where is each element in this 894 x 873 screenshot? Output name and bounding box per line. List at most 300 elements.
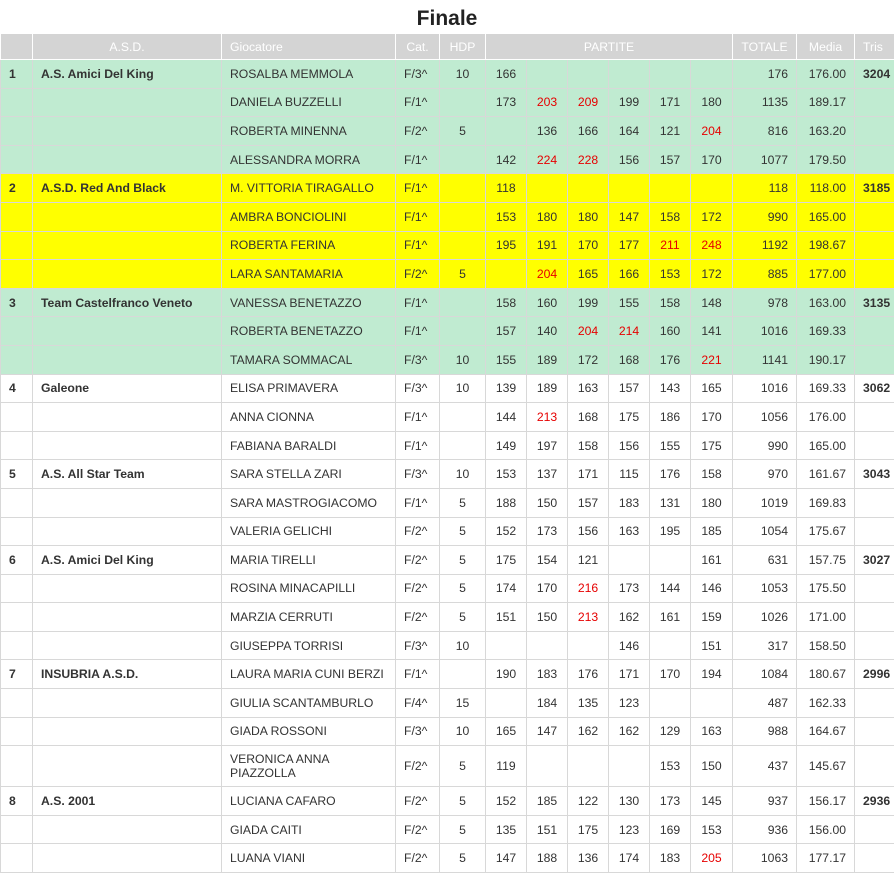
game-score: 175 [486, 546, 527, 575]
player-category: F/2^ [396, 117, 440, 146]
game-score: 153 [486, 460, 527, 489]
game-score [527, 746, 568, 787]
team-name [33, 717, 222, 746]
game-score: 149 [486, 431, 527, 460]
game-score [609, 174, 650, 203]
standings-body [1, 60, 894, 873]
team-name: Team Castelfranco Veneto [33, 288, 222, 317]
game-score: 189 [527, 374, 568, 403]
team-tris [855, 488, 894, 517]
team-position: 2 [1, 174, 33, 203]
player-hdp: 5 [440, 574, 486, 603]
game-score: 154 [527, 546, 568, 575]
game-score: 174 [486, 574, 527, 603]
player-category: F/1^ [396, 317, 440, 346]
team-tris: 3062 [855, 374, 894, 403]
game-score: 131 [650, 488, 691, 517]
table-row [1, 631, 894, 660]
team-position [1, 815, 33, 844]
player-total: 1026 [733, 603, 797, 632]
team-tris: 3027 [855, 546, 894, 575]
game-score: 160 [527, 288, 568, 317]
game-score: 185 [691, 517, 733, 546]
player-name: LARA SANTAMARIA [222, 260, 396, 289]
player-total: 970 [733, 460, 797, 489]
team-tris: 3185 [855, 174, 894, 203]
game-score: 171 [568, 460, 609, 489]
team-name [33, 231, 222, 260]
player-name: TAMARA SOMMACAL [222, 345, 396, 374]
player-average: 176.00 [797, 60, 855, 89]
game-score: 166 [486, 60, 527, 89]
game-score: 165 [486, 717, 527, 746]
header-cat: Cat. [396, 34, 440, 60]
player-name: ROBERTA FERINA [222, 231, 396, 260]
game-score: 213 [527, 403, 568, 432]
team-position [1, 689, 33, 718]
player-category: F/1^ [396, 431, 440, 460]
player-hdp: 10 [440, 631, 486, 660]
game-score [486, 689, 527, 718]
game-score: 153 [650, 746, 691, 787]
game-score: 169 [650, 815, 691, 844]
game-score: 194 [691, 660, 733, 689]
player-average: 162.33 [797, 689, 855, 718]
player-average: 169.33 [797, 374, 855, 403]
game-score: 144 [486, 403, 527, 432]
player-total: 1192 [733, 231, 797, 260]
player-average: 179.50 [797, 145, 855, 174]
game-score: 176 [650, 460, 691, 489]
game-score: 224 [527, 145, 568, 174]
player-total: 1141 [733, 345, 797, 374]
team-position [1, 260, 33, 289]
game-score: 157 [486, 317, 527, 346]
game-score: 197 [527, 431, 568, 460]
player-category: F/1^ [396, 231, 440, 260]
game-score: 175 [609, 403, 650, 432]
player-total: 988 [733, 717, 797, 746]
game-score: 170 [527, 574, 568, 603]
table-row [1, 517, 894, 546]
game-score: 155 [486, 345, 527, 374]
table-row [1, 488, 894, 517]
player-category: F/3^ [396, 374, 440, 403]
player-hdp: 5 [440, 117, 486, 146]
team-tris: 3135 [855, 288, 894, 317]
team-position: 5 [1, 460, 33, 489]
player-average: 180.67 [797, 660, 855, 689]
team-tris [855, 231, 894, 260]
table-row [1, 787, 894, 816]
game-score: 176 [650, 345, 691, 374]
game-score: 189 [527, 345, 568, 374]
game-score: 170 [691, 145, 733, 174]
team-tris [855, 631, 894, 660]
game-score: 183 [609, 488, 650, 517]
game-score: 180 [691, 88, 733, 117]
game-score [691, 174, 733, 203]
player-total: 816 [733, 117, 797, 146]
player-name: ROSINA MINACAPILLI [222, 574, 396, 603]
player-hdp: 5 [440, 488, 486, 517]
team-position: 4 [1, 374, 33, 403]
game-score [568, 746, 609, 787]
team-position [1, 317, 33, 346]
player-average: 163.00 [797, 288, 855, 317]
game-score: 158 [568, 431, 609, 460]
team-position [1, 488, 33, 517]
game-score: 161 [691, 546, 733, 575]
player-name: GIULIA SCANTAMBURLO [222, 689, 396, 718]
player-name: ROBERTA BENETAZZO [222, 317, 396, 346]
game-score: 118 [486, 174, 527, 203]
game-score [650, 631, 691, 660]
team-name [33, 517, 222, 546]
game-score: 152 [486, 787, 527, 816]
player-total: 990 [733, 202, 797, 231]
player-name: VANESSA BENETAZZO [222, 288, 396, 317]
game-score: 153 [486, 202, 527, 231]
header-tris: Tris [855, 34, 894, 60]
game-score: 119 [486, 746, 527, 787]
game-score: 162 [609, 603, 650, 632]
game-score: 147 [609, 202, 650, 231]
team-name: INSUBRIA A.S.D. [33, 660, 222, 689]
game-score: 170 [568, 231, 609, 260]
game-score: 205 [691, 844, 733, 873]
team-name [33, 202, 222, 231]
player-total: 487 [733, 689, 797, 718]
game-score: 142 [486, 145, 527, 174]
table-row [1, 660, 894, 689]
game-score: 183 [650, 844, 691, 873]
game-score: 155 [609, 288, 650, 317]
game-score: 130 [609, 787, 650, 816]
player-category: F/1^ [396, 660, 440, 689]
game-score: 173 [527, 517, 568, 546]
game-score: 140 [527, 317, 568, 346]
player-average: 145.67 [797, 746, 855, 787]
player-total: 1063 [733, 844, 797, 873]
player-name: MARIA TIRELLI [222, 546, 396, 575]
game-score [691, 60, 733, 89]
team-position [1, 345, 33, 374]
game-score: 203 [527, 88, 568, 117]
team-position [1, 574, 33, 603]
player-hdp [440, 403, 486, 432]
game-score: 164 [609, 117, 650, 146]
player-name: LUCIANA CAFARO [222, 787, 396, 816]
player-average: 163.20 [797, 117, 855, 146]
player-name: M. VITTORIA TIRAGALLO [222, 174, 396, 203]
team-tris [855, 260, 894, 289]
game-score: 157 [650, 145, 691, 174]
game-score: 148 [691, 288, 733, 317]
team-name [33, 631, 222, 660]
game-score: 156 [609, 145, 650, 174]
player-average: 176.00 [797, 403, 855, 432]
player-average: 171.00 [797, 603, 855, 632]
game-score: 213 [568, 603, 609, 632]
team-tris [855, 717, 894, 746]
player-hdp [440, 88, 486, 117]
team-position [1, 631, 33, 660]
team-name [33, 403, 222, 432]
game-score: 146 [609, 631, 650, 660]
game-score: 121 [650, 117, 691, 146]
player-hdp: 5 [440, 260, 486, 289]
game-score: 204 [691, 117, 733, 146]
game-score: 185 [527, 787, 568, 816]
game-score: 177 [609, 231, 650, 260]
player-total: 1056 [733, 403, 797, 432]
game-score: 173 [486, 88, 527, 117]
game-score: 176 [568, 660, 609, 689]
game-score: 129 [650, 717, 691, 746]
player-hdp: 10 [440, 374, 486, 403]
team-tris: 3043 [855, 460, 894, 489]
player-average: 165.00 [797, 202, 855, 231]
game-score: 171 [650, 88, 691, 117]
game-score: 123 [609, 689, 650, 718]
game-score: 163 [568, 374, 609, 403]
game-score: 165 [691, 374, 733, 403]
player-category: F/2^ [396, 603, 440, 632]
game-score: 172 [568, 345, 609, 374]
player-name: GIADA CAITI [222, 815, 396, 844]
game-score: 204 [527, 260, 568, 289]
game-score: 172 [691, 260, 733, 289]
player-hdp [440, 174, 486, 203]
game-score: 121 [568, 546, 609, 575]
table-row [1, 231, 894, 260]
team-position [1, 145, 33, 174]
game-score: 173 [609, 574, 650, 603]
player-category: F/1^ [396, 288, 440, 317]
game-score: 162 [568, 717, 609, 746]
player-hdp: 5 [440, 844, 486, 873]
game-score: 221 [691, 345, 733, 374]
game-score: 155 [650, 431, 691, 460]
game-score: 161 [650, 603, 691, 632]
player-category: F/3^ [396, 345, 440, 374]
player-total: 1019 [733, 488, 797, 517]
team-position: 7 [1, 660, 33, 689]
player-total: 1077 [733, 145, 797, 174]
game-score: 153 [691, 815, 733, 844]
game-score: 143 [650, 374, 691, 403]
table-row [1, 202, 894, 231]
game-score [568, 60, 609, 89]
team-name [33, 431, 222, 460]
player-total: 990 [733, 431, 797, 460]
player-name: AMBRA BONCIOLINI [222, 202, 396, 231]
player-average: 177.17 [797, 844, 855, 873]
team-position [1, 231, 33, 260]
game-score: 186 [650, 403, 691, 432]
player-category: F/1^ [396, 145, 440, 174]
game-score [527, 631, 568, 660]
table-row [1, 717, 894, 746]
game-score: 248 [691, 231, 733, 260]
table-row [1, 145, 894, 174]
page-title: Finale [0, 0, 894, 33]
player-average: 189.17 [797, 88, 855, 117]
team-position: 8 [1, 787, 33, 816]
player-hdp: 5 [440, 517, 486, 546]
header-asd: A.S.D. [33, 34, 222, 60]
game-score: 211 [650, 231, 691, 260]
table-row [1, 460, 894, 489]
player-total: 1016 [733, 374, 797, 403]
game-score: 170 [650, 660, 691, 689]
game-score: 170 [691, 403, 733, 432]
player-category: F/2^ [396, 546, 440, 575]
table-row [1, 403, 894, 432]
game-score [568, 174, 609, 203]
game-score: 188 [527, 844, 568, 873]
player-average: 190.17 [797, 345, 855, 374]
game-score: 150 [527, 488, 568, 517]
team-position [1, 746, 33, 787]
team-tris [855, 88, 894, 117]
player-category: F/2^ [396, 844, 440, 873]
team-name [33, 145, 222, 174]
team-name [33, 689, 222, 718]
player-average: 198.67 [797, 231, 855, 260]
team-name: A.S.D. Red And Black [33, 174, 222, 203]
player-average: 156.00 [797, 815, 855, 844]
game-score: 156 [568, 517, 609, 546]
player-hdp [440, 317, 486, 346]
player-total: 936 [733, 815, 797, 844]
game-score: 150 [691, 746, 733, 787]
game-score: 145 [691, 787, 733, 816]
team-name [33, 603, 222, 632]
table-row [1, 174, 894, 203]
table-row [1, 603, 894, 632]
game-score [486, 117, 527, 146]
player-average: 161.67 [797, 460, 855, 489]
table-row [1, 60, 894, 89]
team-name [33, 317, 222, 346]
player-category: F/1^ [396, 88, 440, 117]
player-category: F/4^ [396, 689, 440, 718]
team-tris [855, 345, 894, 374]
game-score: 180 [527, 202, 568, 231]
game-score: 163 [609, 517, 650, 546]
team-tris: 3204 [855, 60, 894, 89]
game-score: 144 [650, 574, 691, 603]
team-tris [855, 117, 894, 146]
team-tris [855, 815, 894, 844]
team-position [1, 431, 33, 460]
game-score: 172 [691, 202, 733, 231]
game-score: 156 [609, 431, 650, 460]
player-total: 176 [733, 60, 797, 89]
game-score: 173 [650, 787, 691, 816]
game-score: 216 [568, 574, 609, 603]
standings-table [0, 33, 894, 873]
team-position [1, 117, 33, 146]
header-total: TOTALE [733, 34, 797, 60]
table-row [1, 431, 894, 460]
player-name: ANNA CIONNA [222, 403, 396, 432]
team-name: A.S. 2001 [33, 787, 222, 816]
game-score: 152 [486, 517, 527, 546]
player-name: SARA MASTROGIACOMO [222, 488, 396, 517]
game-score [527, 60, 568, 89]
player-name: LUANA VIANI [222, 844, 396, 873]
player-name: LAURA MARIA CUNI BERZI [222, 660, 396, 689]
player-hdp [440, 288, 486, 317]
player-name: SARA STELLA ZARI [222, 460, 396, 489]
table-row [1, 574, 894, 603]
player-name: DANIELA BUZZELLI [222, 88, 396, 117]
player-average: 177.00 [797, 260, 855, 289]
player-category: F/3^ [396, 717, 440, 746]
player-category: F/3^ [396, 460, 440, 489]
player-total: 1016 [733, 317, 797, 346]
player-total: 1054 [733, 517, 797, 546]
player-average: 175.67 [797, 517, 855, 546]
team-name [33, 345, 222, 374]
game-score: 135 [568, 689, 609, 718]
game-score: 139 [486, 374, 527, 403]
game-score: 162 [609, 717, 650, 746]
player-total: 1053 [733, 574, 797, 603]
team-name [33, 260, 222, 289]
player-total: 1135 [733, 88, 797, 117]
team-name [33, 574, 222, 603]
player-name [222, 746, 396, 787]
player-hdp: 10 [440, 60, 486, 89]
game-score: 214 [609, 317, 650, 346]
game-score [609, 546, 650, 575]
player-total: 317 [733, 631, 797, 660]
team-position: 6 [1, 546, 33, 575]
player-name: VALERIA GELICHI [222, 517, 396, 546]
player-hdp: 15 [440, 689, 486, 718]
game-score: 165 [568, 260, 609, 289]
team-tris [855, 317, 894, 346]
team-tris [855, 403, 894, 432]
player-average: 164.67 [797, 717, 855, 746]
game-score: 199 [568, 288, 609, 317]
player-name: ROBERTA MINENNA [222, 117, 396, 146]
game-score [527, 174, 568, 203]
game-score [691, 689, 733, 718]
game-score: 190 [486, 660, 527, 689]
game-score: 195 [650, 517, 691, 546]
player-name: ALESSANDRA MORRA [222, 145, 396, 174]
team-name: A.S. All Star Team [33, 460, 222, 489]
player-category: F/2^ [396, 787, 440, 816]
player-name-text: VERONICA ANNA PIAZZOLLA [230, 752, 387, 780]
player-average: 157.75 [797, 546, 855, 575]
game-score: 135 [486, 815, 527, 844]
game-score: 180 [568, 202, 609, 231]
player-category: F/1^ [396, 202, 440, 231]
player-hdp [440, 231, 486, 260]
player-name: GIUSEPPA TORRISI [222, 631, 396, 660]
player-hdp: 10 [440, 345, 486, 374]
team-name: A.S. Amici Del King [33, 546, 222, 575]
game-score: 153 [650, 260, 691, 289]
table-row [1, 345, 894, 374]
game-score: 115 [609, 460, 650, 489]
